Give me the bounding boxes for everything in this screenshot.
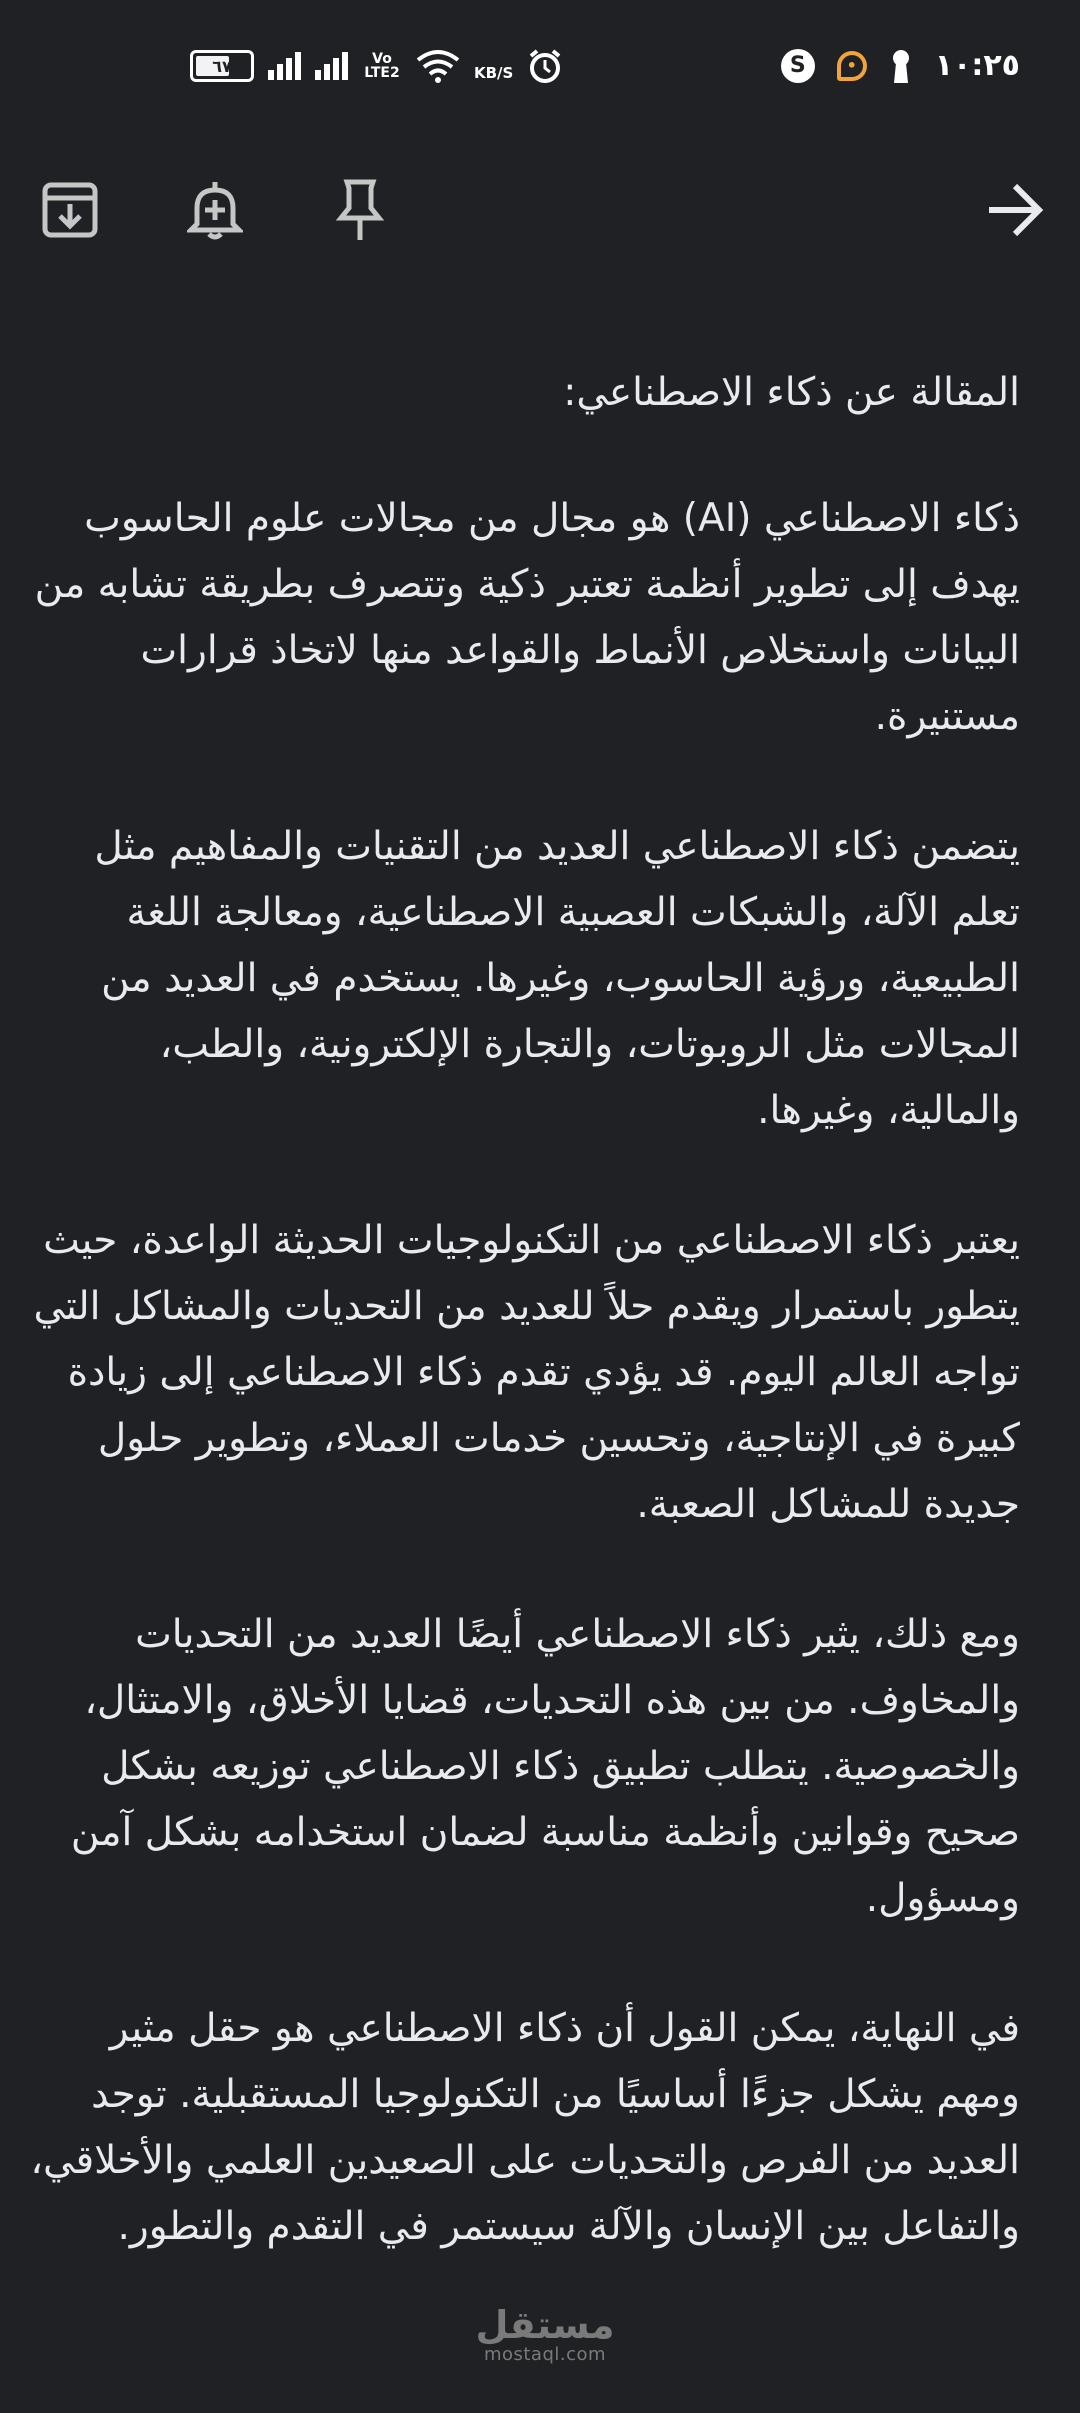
- note-paragraph[interactable]: يتضمن ذكاء الاصطناعي العديد من التقنيات والمفاهيم مثل تعلم الآلة، والشبكات العصبية الاصطناعية، ومعالجة اللغة الطبيعية، ورؤية الحاسوب، وغيرها. يستخدم في العديد من المجالات مثل الروبوتات، والتجارة الإلكترونية، والطب، والمالية، وغيرها.: [94, 824, 1020, 1133]
- battery-percent: ٦٧: [212, 56, 232, 76]
- chat-bubble-icon: •: [837, 51, 867, 81]
- archive-button[interactable]: [30, 170, 110, 250]
- note-paragraph[interactable]: ذكاء الاصطناعي (AI) هو مجال من مجالات علوم الحاسوب يهدف إلى تطوير أنظمة تعتبر ذكية وتتصرف بطريقة تشابه من البيانات واستخلاص الأنماط والقواعد منها لاتخاذ قرارات مستنيرة.: [34, 496, 1020, 739]
- signal-icon: [315, 52, 348, 80]
- network-speed-unit: KB/S: [474, 64, 514, 82]
- note-toolbar: [0, 150, 1080, 260]
- back-button[interactable]: [975, 170, 1055, 250]
- note-paragraph[interactable]: في النهاية، يمكن القول أن ذكاء الاصطناعي هو حقل مثير ومهم يشكل جزءًا أساسيًا من التكنولوجيا المستقبلية. توجد العديد من الفرص والتحديات على الصعيدين العلمي والأخلاقي، والتفاعل بين الإنسان والآلة سيستمر في التقدم والتطور.: [30, 2006, 1020, 2249]
- volte-label: Vo LTE2: [364, 51, 400, 81]
- clock-time: ١٠:٢٥: [934, 48, 1020, 83]
- pin-button[interactable]: [320, 170, 400, 250]
- back-arrow-icon: [985, 182, 1045, 238]
- watermark-latin: mostaql.com: [483, 2344, 607, 2365]
- reminder-button[interactable]: [175, 170, 255, 250]
- status-icons-left: [190, 48, 563, 84]
- reminder-bell-icon: [187, 180, 243, 240]
- keyhole-icon: [889, 49, 913, 83]
- watermark-arabic: مستقل: [475, 2303, 615, 2347]
- watermark-logo: [470, 2305, 620, 2365]
- signal-icon: [268, 52, 301, 80]
- note-title[interactable]: المقالة عن ذكاء الاصطناعي:: [563, 370, 1020, 415]
- note-paragraph[interactable]: يعتبر ذكاء الاصطناعي من التكنولوجيات الحديثة الواعدة، حيث يتطور باستمرار ويقدم حلاً للعديد من التحديات والمشاكل التي تواجه العالم اليوم. قد يؤدي تقدم ذكاء الاصطناعي إلى زيادة كبيرة في الإنتاجية، وتحسين خدمات العملاء، وتطوير حلول جديدة للمشاكل الصعبة.: [33, 1218, 1020, 1527]
- pin-icon: [335, 178, 385, 242]
- battery-icon: [190, 50, 254, 82]
- status-bar: [0, 0, 1080, 140]
- note-paragraph[interactable]: ومع ذلك، يثير ذكاء الاصطناعي أيضًا العديد من التحديات والمخاوف. من بين هذه التحديات، قضايا الأخلاق، والامتثال، والخصوصية. يتطلب تطبيق ذكاء الاصطناعي توزيعه بشكل صحيح وقوانين وأنظمة مناسبة لضمان استخدامه بشكل آمن ومسؤول.: [70, 1612, 1020, 1921]
- status-icons-right: [781, 48, 1020, 83]
- wifi-icon: [416, 48, 460, 84]
- alarm-icon: [527, 48, 563, 84]
- note-body[interactable]: [20, 360, 1020, 2324]
- archive-icon: [40, 180, 100, 240]
- skype-icon: S: [781, 49, 815, 83]
